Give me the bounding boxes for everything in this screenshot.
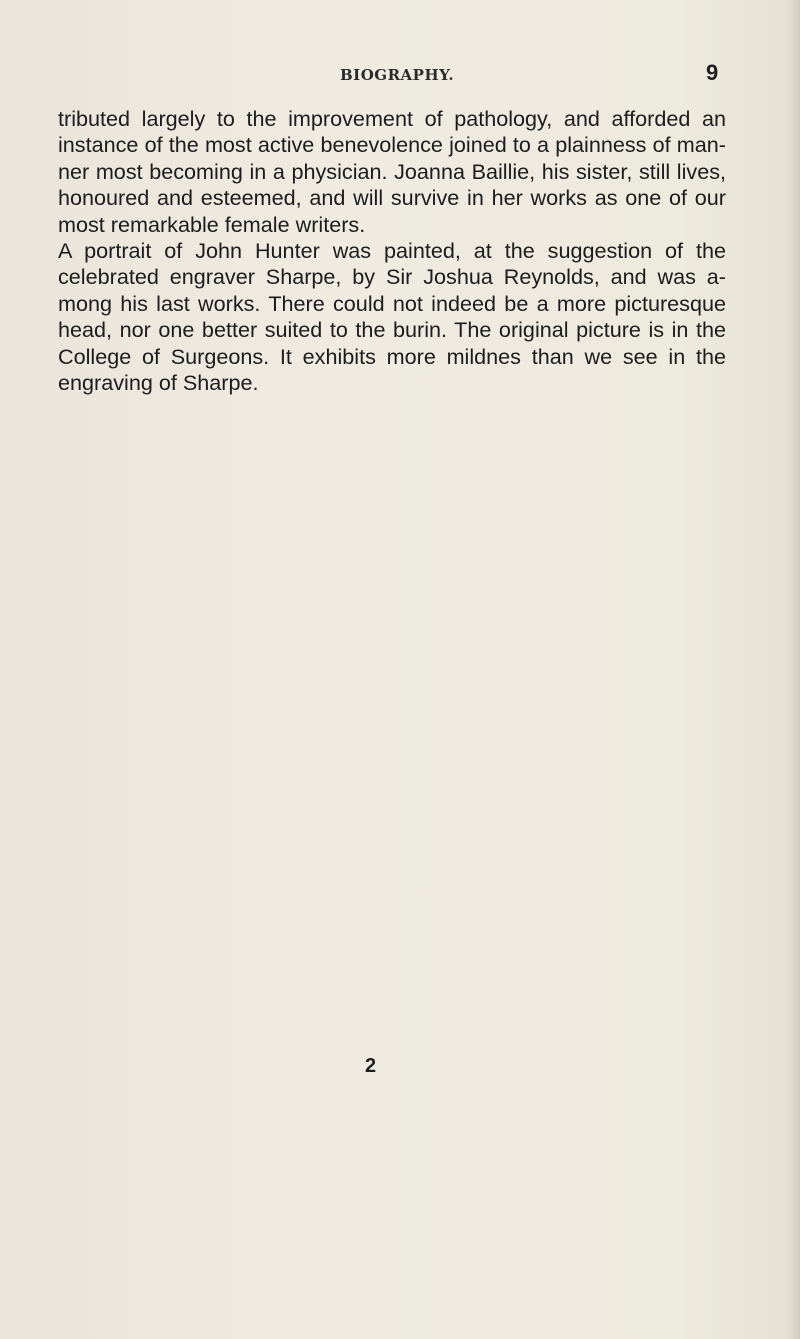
page-edge-shadow xyxy=(786,0,800,1339)
paragraph: tributed largely to the improvement of pathology, and afforded an instance of the most active benevolence joined to a plainness of man- ner most becoming in a physician. Joanna Baillie, his sister, still lives, honoured and esteemed, and will survive in her works as one of our most remarkable female writers. xyxy=(58,106,726,237)
page-number: 9 xyxy=(706,60,719,85)
paragraph: A portrait of John Hunter was painted, at the suggestion of the celebrated engraver Sharpe, by Sir Joshua Reynolds, and was a- mong his last works. There could not indeed be a more picturesque head, nor one better suited to the burin. The original picture is in the College of Surgeons. It exhibits more mildnes than we see in the engraving of Sharpe. xyxy=(58,238,726,396)
running-title: BIOGRAPHY. xyxy=(340,66,455,84)
signature-mark: 2 xyxy=(365,1055,377,1077)
body-text xyxy=(58,106,726,396)
